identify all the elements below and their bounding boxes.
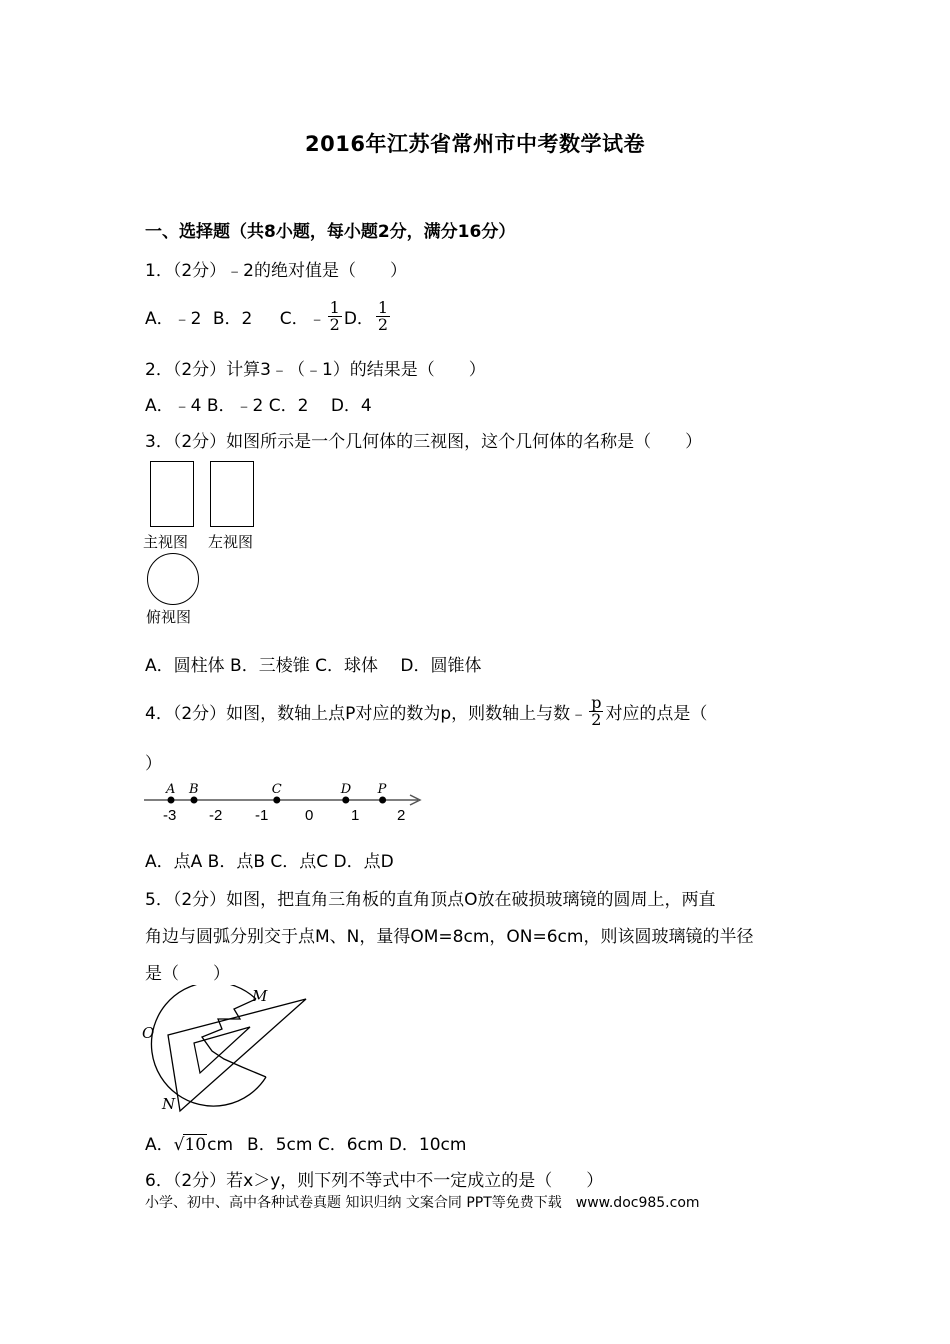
question-4-stem: [145, 690, 707, 732]
question-5-options: [145, 1130, 466, 1155]
tick-label: -2: [209, 807, 223, 824]
question-3-options: A．圆柱体 B．三棱锥 C．球体 D．圆锥体: [145, 656, 482, 676]
point-p-dot: [379, 797, 386, 804]
tick-label: -3: [163, 807, 177, 824]
question-2-stem: 2．（2分）计算3﹣（﹣1）的结果是（ ）: [145, 360, 486, 380]
triangle-inner-cutout: [194, 1027, 250, 1073]
question-4-options: A．点A B．点B C．点C D．点D: [145, 852, 394, 872]
option-a: A．: [145, 1135, 174, 1155]
label-n: N: [162, 1095, 176, 1113]
left-view-label: 左视图: [208, 533, 254, 551]
option-d: D．: [343, 309, 374, 329]
fraction-numerator: 1: [329, 298, 340, 317]
question-6-stem: 6．（2分）若x＞y，则下列不等式中不一定成立的是（ ）: [145, 1171, 604, 1191]
question-5-line-1: 5．（2分）如图，把直角三角板的直角顶点O放在破损玻璃镜的圆周上，两直: [145, 890, 716, 910]
point-b-dot: [191, 797, 198, 804]
fraction-numerator: p: [591, 692, 602, 712]
tick-label: -1: [255, 807, 269, 824]
point-a-label: A: [166, 782, 176, 797]
fraction-numerator: 1: [377, 298, 389, 317]
number-line-figure: [140, 778, 430, 826]
option-b: B．2: [212, 309, 253, 329]
point-b-label: B: [189, 782, 199, 797]
tick-label: 2: [397, 807, 406, 824]
question-4-stem-b: 对应的点是（: [605, 703, 708, 724]
question-4-stem-close: ）: [145, 754, 162, 774]
question-5-line-2: 角边与圆弧分别交于点M、N，量得OM=8cm，ON=6cm，则该圆玻璃镜的半径: [145, 927, 754, 947]
page-title: 2016年江苏省常州市中考数学试卷: [305, 132, 645, 156]
tick-label: 1: [351, 807, 360, 824]
option-c-wrap: [280, 300, 392, 333]
option-a: A．﹣2: [145, 309, 202, 329]
fraction-denominator: 2: [377, 315, 389, 334]
sqrt-expression: [174, 1134, 207, 1155]
fraction-p-over-2: [589, 692, 603, 729]
other-options: B．5cm C．6cm D．10cm: [247, 1135, 467, 1155]
sqrt-icon: √: [173, 1135, 185, 1155]
tick-label: 0: [305, 807, 314, 824]
page-footer: 小学、初中、高中各种试卷真题 知识归纳 文案合同 PPT等免费下载 www.doc985.com: [145, 1195, 700, 1211]
fraction-half: [328, 300, 342, 333]
question-1-options: [145, 300, 392, 333]
label-m: M: [252, 987, 268, 1005]
triangle-board: [168, 999, 306, 1111]
option-c: C．﹣: [279, 309, 326, 329]
question-5-line-3: 是（ ）: [145, 964, 230, 984]
broken-mirror-figure: [138, 985, 318, 1115]
option-a-unit: cm: [207, 1135, 234, 1155]
point-d-dot: [342, 797, 349, 804]
label-o: O: [142, 1024, 155, 1042]
top-view-label: 俯视图: [146, 608, 192, 626]
point-c-label: C: [271, 782, 282, 797]
front-view-label: 主视图: [143, 533, 189, 551]
question-2-options: A．﹣4 B．﹣2 C．2 D．4: [145, 396, 372, 416]
section-heading: 一、选择题（共8小题，每小题2分，满分16分）: [145, 222, 516, 242]
fraction-denominator: 2: [591, 709, 602, 729]
point-d-label: D: [340, 782, 352, 797]
question-3-stem: 3．（2分）如图所示是一个几何体的三视图，这个几何体的名称是（ ）: [145, 432, 703, 452]
point-a-dot: [168, 797, 175, 804]
fraction-denominator: 2: [329, 315, 340, 334]
fraction-half-d: [376, 300, 390, 333]
question-4-stem-a: 4．（2分）如图，数轴上点P对应的数为p，则数轴上与数﹣: [145, 703, 588, 724]
top-view-circle: [147, 553, 199, 605]
question-1-stem: 1．（2分）﹣2的绝对值是（ ）: [145, 261, 407, 281]
front-view-rectangle: [150, 461, 194, 527]
sqrt-radicand: 10: [184, 1135, 207, 1155]
point-p-label: P: [377, 782, 387, 797]
point-c-dot: [273, 797, 280, 804]
number-line-ticks: [163, 807, 405, 824]
left-view-rectangle: [210, 461, 254, 527]
